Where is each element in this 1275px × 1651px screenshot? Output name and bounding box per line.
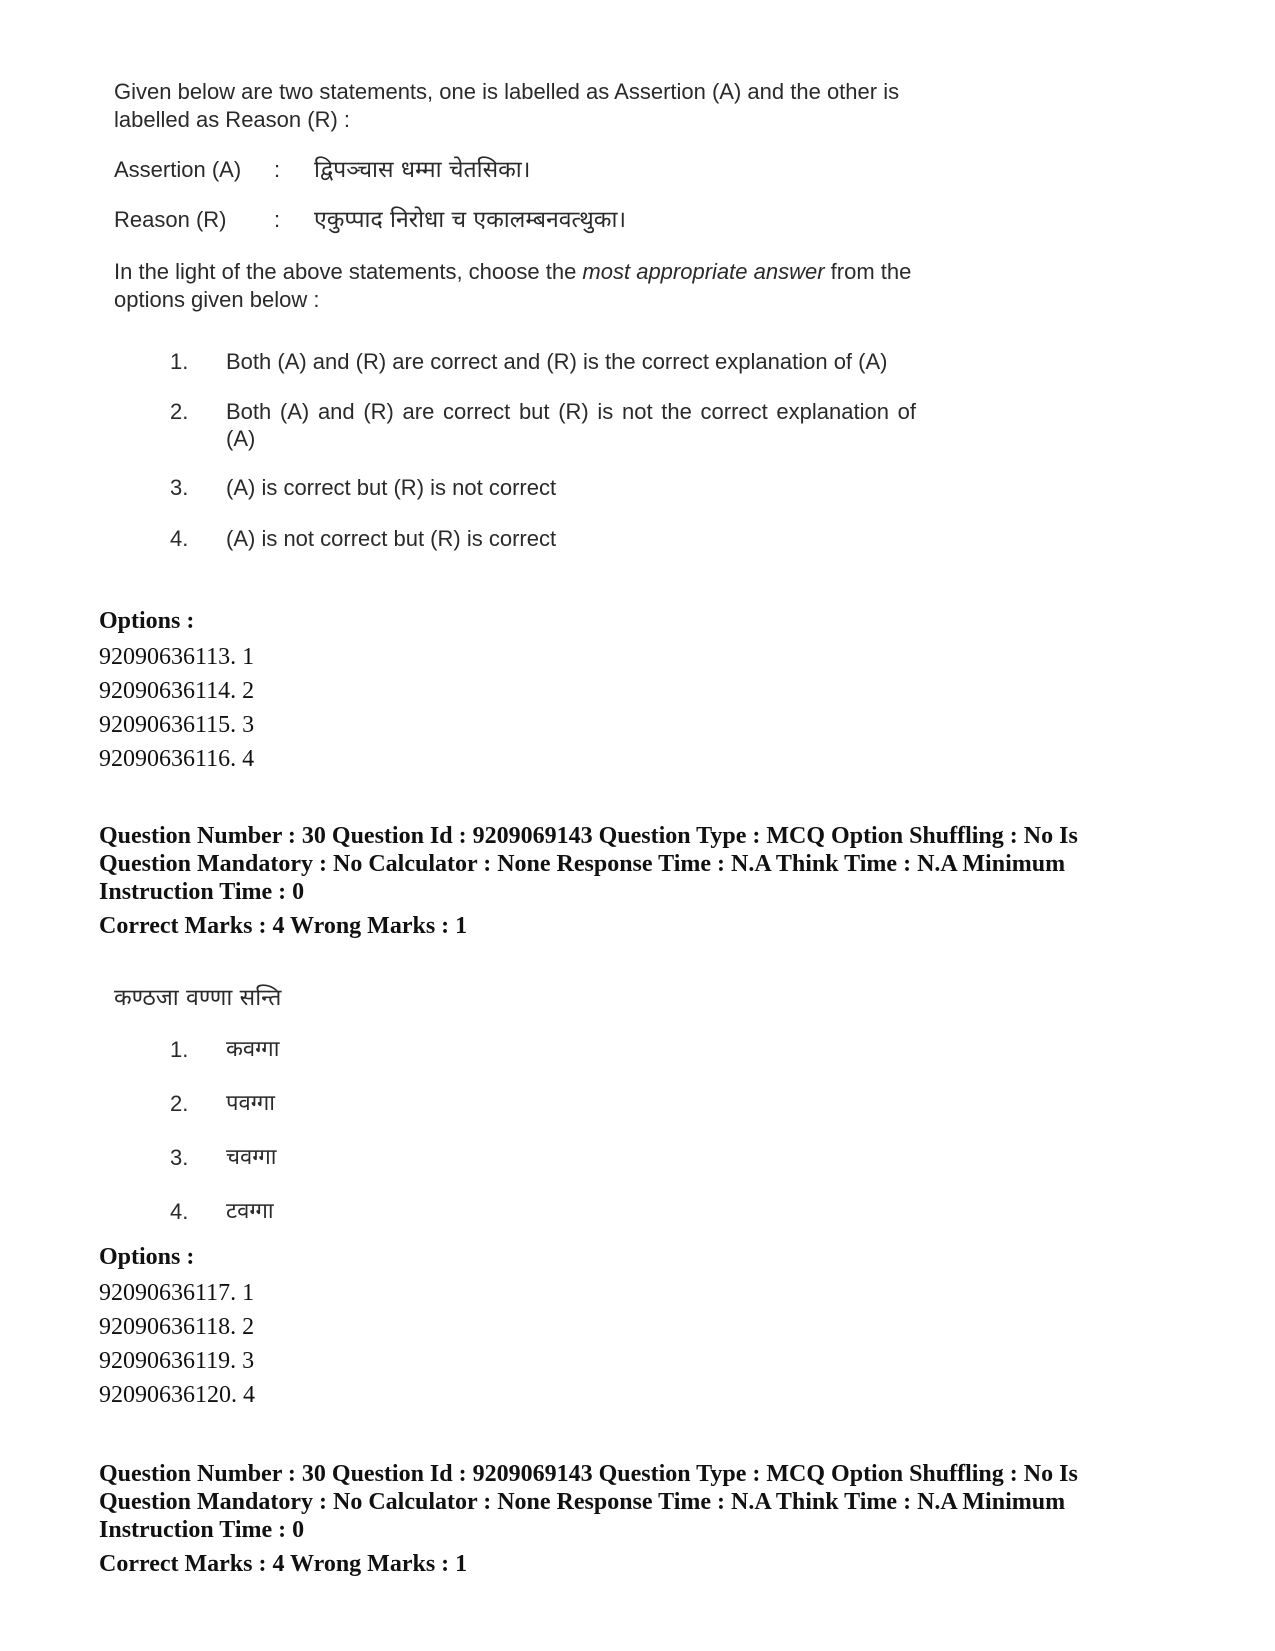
choice-text: Both (A) and (R) are correct but (R) is not the correct explanation of (A): [226, 399, 916, 451]
choice-number: 2.: [170, 399, 189, 424]
instruction-pre: In the light of the above statements, choose the: [114, 259, 583, 284]
choice-item: [170, 348, 938, 375]
assertion-label: Assertion (A): [114, 157, 242, 182]
metadata-line: Instruction Time : 0: [99, 1517, 305, 1543]
question-metadata: [99, 822, 1119, 940]
question-b-title: कण्ठजा वण्णा सन्ति: [114, 985, 282, 1011]
question-intro: Given below are two statements, one is labelled as Assertion (A) and the other is labelled as Reason (R) :: [114, 79, 900, 132]
choice-item: [170, 398, 916, 452]
assertion-statement: [114, 156, 954, 184]
choice-number: 4.: [170, 526, 189, 551]
choice-text: चवग्गा: [226, 1145, 277, 1170]
choice-number: 1.: [170, 349, 189, 374]
choice-number: 2.: [170, 1091, 189, 1116]
choice-item: [170, 1036, 938, 1063]
choice-item: [170, 1198, 938, 1225]
assertion-colon: :: [274, 157, 281, 182]
assertion-text: द्विपञ्चास धम्मा चेतसिका।: [314, 157, 531, 183]
choice-number: 1.: [170, 1037, 189, 1062]
choice-text: (A) is not correct but (R) is correct: [226, 526, 557, 551]
choice-item: [170, 1090, 938, 1117]
question-instruction: [114, 258, 954, 314]
choice-text: पवग्गा: [226, 1091, 275, 1116]
reason-statement: [114, 206, 954, 234]
metadata-line: Question Number : 30 Question Id : 9209069143 Question Type : MCQ Option Shuffling : No Is: [99, 1461, 1078, 1487]
option-id-row: 92090636116. 4: [99, 746, 255, 772]
reason-label: Reason (R): [114, 207, 227, 232]
reason-text: एकुप्पाद निरोधा च एकालम्बनवत्थुका।: [314, 207, 627, 233]
metadata-line: Question Number : 30 Question Id : 9209069143 Question Type : MCQ Option Shuffling : No Is: [99, 823, 1078, 849]
option-id-row: 92090636117. 1: [99, 1280, 255, 1306]
choice-text: टवग्गा: [226, 1199, 274, 1224]
options-list: [99, 606, 1199, 776]
choice-item: [170, 1144, 938, 1171]
choice-text: कवग्गा: [226, 1037, 280, 1062]
option-id-row: 92090636113. 1: [99, 644, 255, 670]
reason-colon: :: [274, 207, 281, 232]
choice-number: 4.: [170, 1199, 189, 1224]
metadata-line: Instruction Time : 0: [99, 879, 305, 905]
choice-number: 3.: [170, 1145, 189, 1170]
option-id-row: 92090636118. 2: [99, 1314, 255, 1340]
assertion-reason-question: [114, 78, 954, 314]
instruction-emphasis: most appropriate answer: [582, 259, 825, 284]
option-id-row: 92090636114. 2: [99, 678, 255, 704]
choice-number: 3.: [170, 475, 189, 500]
option-id-row: 92090636119. 3: [99, 1348, 255, 1374]
question-metadata: [99, 1460, 1119, 1578]
choice-item: [170, 474, 938, 501]
choice-item: [170, 525, 938, 552]
marks-line: Correct Marks : 4 Wrong Marks : 1: [99, 1551, 468, 1577]
choice-text: (A) is correct but (R) is not correct: [226, 475, 557, 500]
metadata-line: Question Mandatory : No Calculator : None Response Time : N.A Think Time : N.A Minimum: [99, 851, 1066, 877]
options-list: [99, 1242, 1199, 1412]
metadata-line: Question Mandatory : No Calculator : None Response Time : N.A Think Time : N.A Minimum: [99, 1489, 1066, 1515]
options-heading: Options :: [99, 1244, 195, 1270]
option-id-row: 92090636115. 3: [99, 712, 255, 738]
choice-text: Both (A) and (R) are correct and (R) is the correct explanation of (A): [226, 349, 888, 374]
marks-line: Correct Marks : 4 Wrong Marks : 1: [99, 913, 468, 939]
option-id-row: 92090636120. 4: [99, 1382, 255, 1408]
options-heading: Options :: [99, 608, 195, 634]
instruction-post: from the options given below :: [114, 259, 912, 312]
